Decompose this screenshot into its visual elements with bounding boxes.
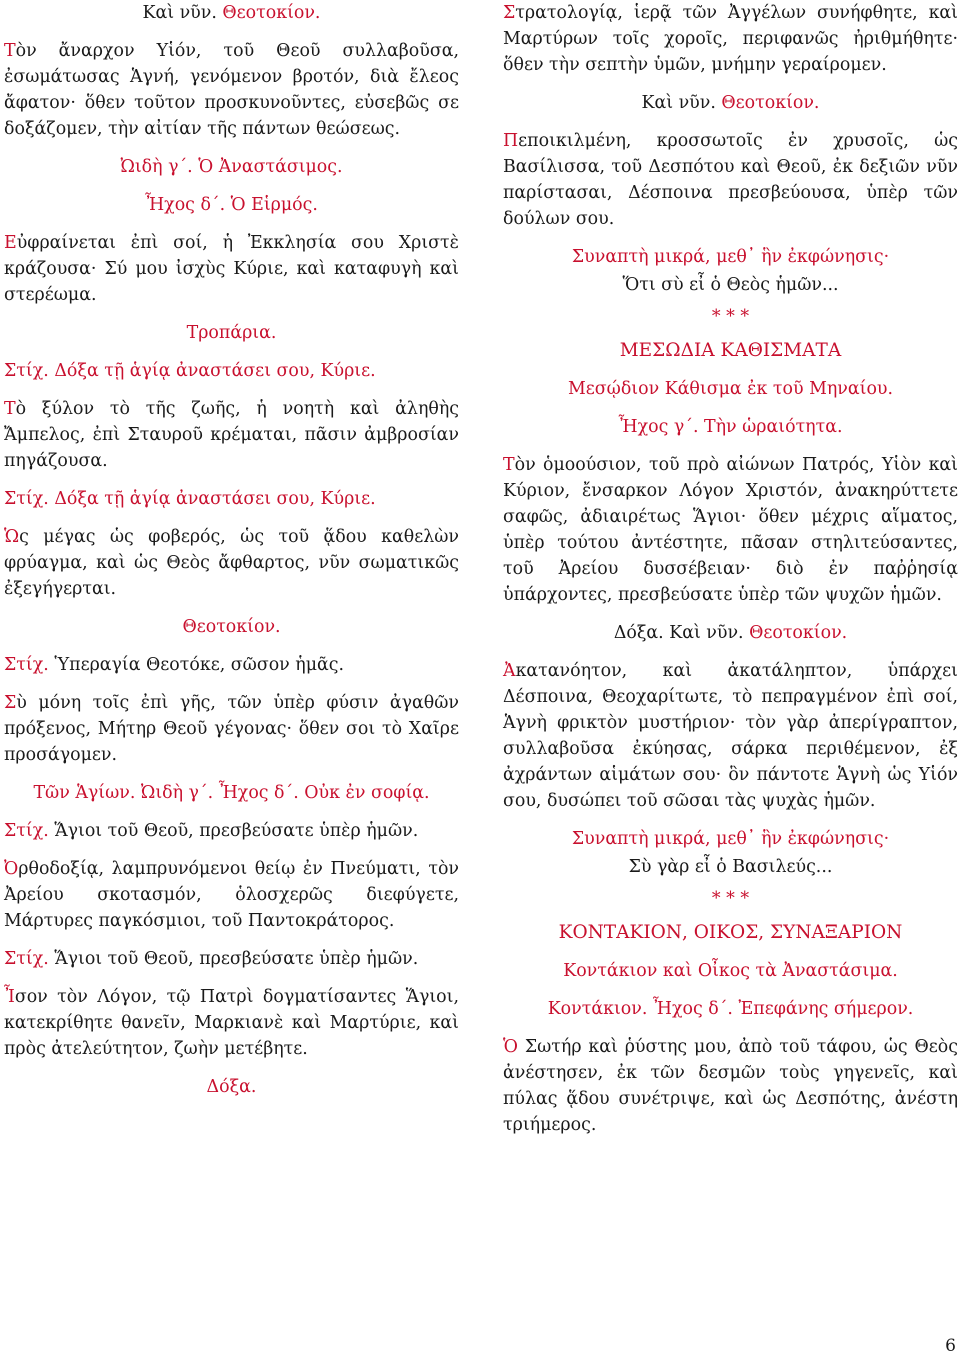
heading-kathisma: Μεσῴδιον Κάθισμα ἐκ τοῦ Μηναίου.: [567, 379, 894, 399]
heading-tone: Ἦχος γ΄. Τὴν ὡραιότητα.: [618, 417, 843, 437]
heading-theotokion: Θεοτοκίον.: [182, 617, 281, 637]
troparion-text: Ὀρθοδοξίᾳ, λαμπρυνόμενοι θείῳ ἐν Πνεύματι, τὸν Ἀρείου σκοτασμόν, ὁλοσχερῶς διεφύγετε, Μάρτυρες παγκόσμιοι, τοῦ Παντοκράτορος.: [4, 859, 459, 931]
theotokion-text: Ἀκατανόητον, καὶ ἀκατάληπτον, ὑπάρχει Δέσποινα, Θεοχαρίτωτε, τὸ πεπραγμένον ἐπὶ σοί, Ἁγνὴ φρικτὸν μυστήριον· τὸν γὰρ ἀπερίγραπτον, συλλαβοῦσα ἐκύησας, σάρκα περιθέμενον, ἐξ ἀχράντων αἱμάτων σου· ὃν πάντοτε Ἁγνὴ ὡς Υἱόν σου, δυσώπει τοῦ σῶσαι τὰς ψυχὰς ἡμῶν.: [503, 661, 958, 811]
verse-line: Στίχ. Δόξα τῇ ἁγίᾳ ἀναστάσει σου, Κύριε.: [4, 361, 376, 381]
troparion-text: Στρατολογίᾳ, ἱερᾷ τῶν Ἀγγέλων συνήφθητε, καὶ Μαρτύρων τοῖς χοροῖς, περιφανῶς ἠριθμήθητε· ὅθεν τὴν σεπτὴν ὑμῶν, μνήμην γεραίρομεν.: [503, 3, 958, 75]
heading-troparia: Τροπάρια.: [186, 323, 277, 343]
heading-kai-nyn: Καὶ νῦν. Θεοτοκίον.: [641, 93, 820, 113]
heading-saints-ode: Τῶν Ἁγίων. Ὠιδὴ γ΄. Ἦχος δ΄. Οὐκ ἐν σοφίᾳ.: [33, 783, 430, 803]
heading-litany: Συναπτὴ μικρά, μεθ᾽ ἣν ἐκφώνησις·: [571, 829, 890, 849]
troparion-text: Ἶσον τὸν Λόγον, τῷ Πατρὶ δογματίσαντες Ἅγιοι, κατεκρίθητε θανεῖν, Μαρκιανὲ καὶ Μαρτύριε, καὶ πρὸς ἀτελεύτητον, ζωὴν μετέβητε.: [4, 987, 459, 1059]
heading-litany: Συναπτὴ μικρά, μεθ᾽ ἣν ἐκφώνησις·: [571, 247, 890, 267]
heading-mesodia: ΜΕΣΩΔΙΑ ΚΑΘΙΣΜΑΤΑ: [619, 340, 842, 361]
troparion-text: Τὸ ξύλον τὸ τῆς ζωῆς, ἡ νοητὴ καὶ ἀληθὴς Ἄμπελος, ἐπὶ Σταυροῦ κρέμαται, πᾶσιν ἀμβροσίαν πηγάζουσα.: [4, 399, 459, 471]
left-column: [4, 0, 459, 1112]
exclamation-text: Σὺ γὰρ εἶ ὁ Βασιλεύς...: [628, 857, 833, 877]
verse-line: Στίχ. Ὑπεραγία Θεοτόκε, σῶσον ἡμᾶς.: [4, 655, 345, 675]
troparion-text: Ὡς μέγας ὡς φοβερός, ὡς τοῦ ᾅδου καθελὼν φρύαγμα, καὶ ὡς Θεὸς ἄφθαρτος, νῦν σωματικῶς ἐξεγήγερται.: [4, 527, 459, 599]
heading-kontakion-tone: Κοντάκιον. Ἦχος δ΄. Ἐπεφάνης σήμερον.: [547, 999, 914, 1019]
stars-separator: * * *: [711, 307, 750, 327]
right-column: [503, 0, 958, 1150]
exclamation-text: Ὅτι σὺ εἶ ὁ Θεὸς ἡμῶν...: [622, 275, 839, 295]
verse-line: Στίχ. Ἅγιοι τοῦ Θεοῦ, πρεσβεύσατε ὑπὲρ ἡμῶν.: [4, 949, 419, 969]
heading-kontakion-oikos: Κοντάκιον καὶ Οἶκος τὰ Ἀναστάσιμα.: [563, 961, 898, 981]
heading-ode: Ὠιδὴ γ΄. Ὁ Ἀναστάσιμος.: [120, 157, 343, 177]
troparion-text: Πεποικιλμένη, κροσσωτοῖς ἐν χρυσοῖς, ὡς Βασίλισσα, τοῦ Δεσπότου καὶ Θεοῦ, ἐκ δεξιῶν νῦν παρίστασαι, Δέσποινα πρεσβεύουσα, ὑπὲρ τῶν δούλων σου.: [503, 131, 958, 229]
heading-doxa-kai-nyn: Δόξα. Καὶ νῦν. Θεοτοκίον.: [613, 623, 848, 643]
heading-kontakion-section: ΚΟΝΤΑΚΙΟΝ, ΟΙΚΟΣ, ΣΥΝΑΞΑΡΙΟΝ: [558, 922, 903, 943]
troparion-text: Σὺ μόνη τοῖς ἐπὶ γῆς, τῶν ὑπὲρ φύσιν ἀγαθῶν πρόξενος, Μήτηρ Θεοῦ γέγονας· ὅθεν σοι τὸ Χαῖρε προσάγομεν.: [4, 693, 459, 765]
stars-separator: * * *: [711, 889, 750, 909]
heading-tone: Ἦχος δ΄. Ὁ Εἱρμός.: [145, 195, 318, 215]
page-number: 6: [945, 1336, 956, 1356]
verse-line: Στίχ. Δόξα τῇ ἁγίᾳ ἀναστάσει σου, Κύριε.: [4, 489, 376, 509]
heirmos-text: Εὐφραίνεται ἐπὶ σοί, ἡ Ἐκκλησία σου Χριστὲ κράζουσα· Σύ μου ἰσχὺς Κύριε, καὶ καταφυγὴ καὶ στερέωμα.: [4, 233, 459, 305]
kathisma-text: Τὸν ὁμοούσιον, τοῦ πρὸ αἰώνων Πατρός, Υἱὸν καὶ Κύριον, ἔνσαρκον Λόγον Χριστόν, ἀνακηρύττετε σαφῶς, ἀδιαιρέτως Ἅγιοι· ὅθεν μέχρις αἵματος, ὑπὲρ τούτου ἀντέστητε, πᾶσαν στηλιτεύσαντες, τοῦ Ἀρείου δυσσέβειαν· διὸ ἐν παῤῥησίᾳ ὑπάρχοντες, πρεσβεύσατε ὑπὲρ τῶν ψυχῶν ἡμῶν.: [503, 455, 958, 605]
troparion-text: Τὸν ἄναρχον Υἱόν, τοῦ Θεοῦ συλλαβοῦσα, ἐσωμάτωσας Ἁγνή, γενόμενον βροτόν, διὰ ἔλεος ἄφατον· ὅθεν τοῦτον προσκυνοῦντες, εὐσεβῶς σε δοξάζομεν, τὴν αἰτίαν τῆς πάντων θεώσεως.: [4, 41, 459, 139]
verse-line: Στίχ. Ἅγιοι τοῦ Θεοῦ, πρεσβεύσατε ὑπὲρ ἡμῶν.: [4, 821, 419, 841]
kontakion-text: Ὁ Σωτήρ καὶ ῥύστης μου, ἀπὸ τοῦ τάφου, ὡς Θεὸς ἀνέστησεν, ἐκ τῶν δεσμῶν τοὺς γηγενεῖς, καὶ πύλας ᾅδου συνέτριψε, καὶ ὡς Δεσπότης, ἀνέστη τριήμερος.: [503, 1037, 958, 1135]
heading-doxa: Δόξα.: [206, 1077, 257, 1097]
heading-kai-nyn: Καὶ νῦν. Θεοτοκίον.: [142, 3, 321, 23]
